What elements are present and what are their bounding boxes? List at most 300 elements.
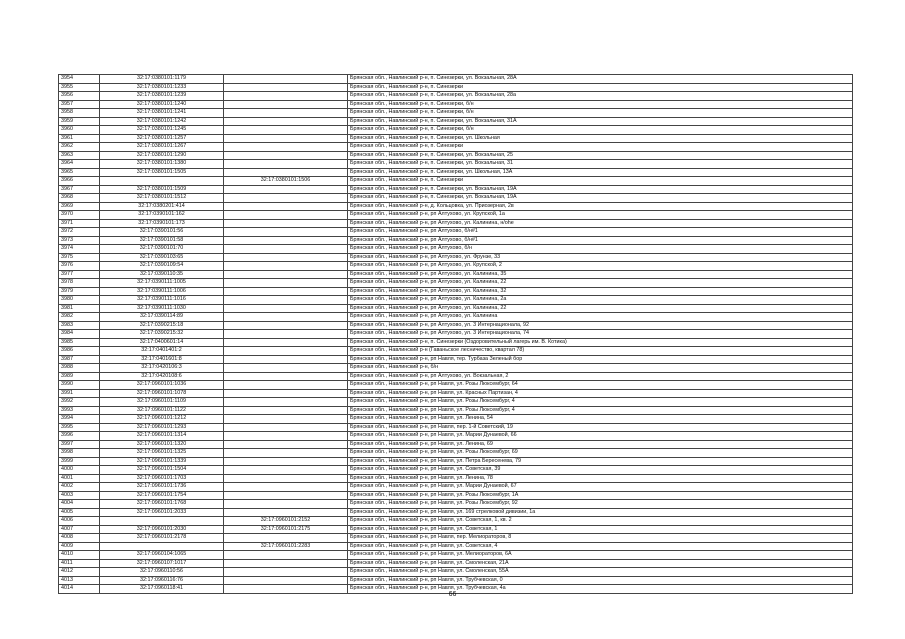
cadastral-number-cell: 32:17:0390111:1006: [100, 287, 224, 296]
address-cell: Брянская обл., Навлинский р-н, п. Синезерки, ул. Школьная: [348, 134, 853, 143]
related-cadastral-number-cell: [224, 126, 348, 135]
address-cell: Брянская обл., Навлинский р-н, рп Навля, ул. Розы Люксембург, 69: [348, 449, 853, 458]
row-number-cell: 3983: [59, 321, 100, 330]
row-number-cell: 3978: [59, 279, 100, 288]
related-cadastral-number-cell: [224, 364, 348, 373]
row-number-cell: 4007: [59, 525, 100, 534]
cadastral-number-cell: 32:17:0400601:14: [100, 338, 224, 347]
cadastral-number-cell: 32:17:0420108:6: [100, 372, 224, 381]
row-number-cell: 3989: [59, 372, 100, 381]
table-row: [59, 228, 853, 237]
table-row: [59, 143, 853, 152]
address-cell: Брянская обл., Навлинский р-н, рп Навля, пер. Мелиораторов, 8: [348, 534, 853, 543]
address-cell: Брянская обл., Навлинский р-н, рп Алтухово, ул. Вокзальная, 2: [348, 372, 853, 381]
row-number-cell: 4010: [59, 551, 100, 560]
address-cell: Брянская обл., Навлинский р-н, б/н: [348, 364, 853, 373]
row-number-cell: 3970: [59, 211, 100, 220]
related-cadastral-number-cell: [224, 236, 348, 245]
related-cadastral-number-cell: [224, 253, 348, 262]
address-cell: Брянская обл., Навлинский р-н, рп Навля, ул. Советская, 4: [348, 542, 853, 551]
related-cadastral-number-cell: [224, 228, 348, 237]
address-cell: Брянская обл., Навлинский р-н, рп Алтухово, ул. Калинина: [348, 313, 853, 322]
related-cadastral-number-cell: [224, 202, 348, 211]
cadastral-table: [58, 74, 853, 594]
table-row: [59, 347, 853, 356]
related-cadastral-number-cell: [224, 117, 348, 126]
row-number-cell: 3988: [59, 364, 100, 373]
cadastral-number-cell: 32:17:0390101:173: [100, 219, 224, 228]
row-number-cell: 3984: [59, 330, 100, 339]
address-cell: Брянская обл., Навлинский р-н, рп Алтухово, ул. Калинина, 35: [348, 270, 853, 279]
table-row: [59, 151, 853, 160]
related-cadastral-number-cell: [224, 483, 348, 492]
row-number-cell: 3960: [59, 126, 100, 135]
row-number-cell: 3976: [59, 262, 100, 271]
table-row: [59, 185, 853, 194]
table-row: [59, 194, 853, 203]
table-row: [59, 168, 853, 177]
table-row: [59, 568, 853, 577]
row-number-cell: 3968: [59, 194, 100, 203]
table-row: [59, 517, 853, 526]
related-cadastral-number-cell: [224, 245, 348, 254]
address-cell: Брянская обл., Навлинский р-н, рп Навля, ул. Ленина, 69: [348, 440, 853, 449]
table-row: [59, 321, 853, 330]
related-cadastral-number-cell: [224, 330, 348, 339]
cadastral-number-cell: 32:17:0960110:56: [100, 568, 224, 577]
address-cell: Брянская обл., Навлинский р-н, рп Навля, ул. Трубчевская, 0: [348, 576, 853, 585]
row-number-cell: 3975: [59, 253, 100, 262]
address-cell: Брянская обл., Навлинский р-н, рп Навля, ул. Петра Бересенева, 79: [348, 457, 853, 466]
table-row: [59, 117, 853, 126]
address-cell: Брянская обл., Навлинский р-н, рп Алтухово, ул. Калинина, 22: [348, 304, 853, 313]
related-cadastral-number-cell: 32:17:0960101:2152: [224, 517, 348, 526]
related-cadastral-number-cell: [224, 313, 348, 322]
row-number-cell: 3998: [59, 449, 100, 458]
address-cell: Брянская обл., Навлинский р-н, п. Синезерки, ул. Вокзальная, 19А: [348, 185, 853, 194]
cadastral-number-cell: 32:17:0380101:1179: [100, 75, 224, 84]
table-row: [59, 134, 853, 143]
address-cell: Брянская обл., Навлинский р-н, рп Навля, ул. Советская, 1: [348, 525, 853, 534]
cadastral-number-cell: 32:17:0380101:1245: [100, 126, 224, 135]
row-number-cell: 3986: [59, 347, 100, 356]
cadastral-number-cell: 32:17:0960101:1768: [100, 500, 224, 509]
related-cadastral-number-cell: [224, 389, 348, 398]
related-cadastral-number-cell: [224, 219, 348, 228]
row-number-cell: 3965: [59, 168, 100, 177]
row-number-cell: 3957: [59, 100, 100, 109]
related-cadastral-number-cell: [224, 134, 348, 143]
related-cadastral-number-cell: [224, 508, 348, 517]
address-cell: Брянская обл., Навлинский р-н, рп Навля, ул. Розы Люксембург, 64: [348, 381, 853, 390]
related-cadastral-number-cell: [224, 194, 348, 203]
related-cadastral-number-cell: [224, 287, 348, 296]
row-number-cell: 3981: [59, 304, 100, 313]
row-number-cell: 3971: [59, 219, 100, 228]
table-row: [59, 466, 853, 475]
row-number-cell: 3979: [59, 287, 100, 296]
row-number-cell: 3985: [59, 338, 100, 347]
related-cadastral-number-cell: [224, 559, 348, 568]
cadastral-number-cell: 32:17:0960101:1293: [100, 423, 224, 432]
related-cadastral-number-cell: [224, 415, 348, 424]
address-cell: Брянская обл., Навлинский р-н, рп Навля, ул. Смоленская, 55А: [348, 568, 853, 577]
table-row: [59, 109, 853, 118]
cadastral-number-cell: 32:17:0960101:1314: [100, 432, 224, 441]
table-row: [59, 270, 853, 279]
row-number-cell: 3954: [59, 75, 100, 84]
page-number: 66: [448, 591, 457, 598]
table-row: [59, 262, 853, 271]
address-cell: Брянская обл., Навлинский р-н, рп Алтухово, б/н#1: [348, 228, 853, 237]
address-cell: Брянская обл., Навлинский р-н, п. Синезерки: [348, 143, 853, 152]
address-cell: Брянская обл., Навлинский р-н, рп Навля, тер. Турбаза Зеленый бор: [348, 355, 853, 364]
row-number-cell: 4000: [59, 466, 100, 475]
address-cell: Брянская обл., Навлинский р-н, рп Алтухово, ул. Крупской, 1а: [348, 211, 853, 220]
table-row: [59, 313, 853, 322]
related-cadastral-number-cell: [224, 321, 348, 330]
table-row: [59, 525, 853, 534]
table-row: [59, 296, 853, 305]
row-number-cell: 3987: [59, 355, 100, 364]
related-cadastral-number-cell: [224, 143, 348, 152]
address-cell: Брянская обл., Навлинский р-н, рп Навля, ул. Мелиораторов, 6А: [348, 551, 853, 560]
row-number-cell: 3993: [59, 406, 100, 415]
address-cell: Брянская обл., Навлинский р-н, рп Навля, ул. Розы Люксембург, 4: [348, 398, 853, 407]
related-cadastral-number-cell: [224, 109, 348, 118]
address-cell: Брянская обл., Навлинский р-н, п. Синезерки, б/н: [348, 126, 853, 135]
related-cadastral-number-cell: [224, 185, 348, 194]
address-cell: Брянская обл., Навлинский р-н, п. Синезерки, ул. Вокзальная, 31: [348, 160, 853, 169]
table-row: [59, 474, 853, 483]
row-number-cell: 3999: [59, 457, 100, 466]
address-cell: Брянская обл., Навлинский р-н, п. Синезерки, ул. Вокзальная, 19А: [348, 194, 853, 203]
address-cell: Брянская обл., Навлинский р-н, п. Синезерки: [348, 83, 853, 92]
cadastral-number-cell: 32:17:0380101:1233: [100, 83, 224, 92]
related-cadastral-number-cell: 32:17:0960101:2175: [224, 525, 348, 534]
address-cell: Брянская обл., Навлинский р-н, д. Кольцовка, ул. Приозерная, 2в: [348, 202, 853, 211]
row-number-cell: 4004: [59, 500, 100, 509]
related-cadastral-number-cell: 32:17:0960101:2283: [224, 542, 348, 551]
table-row: [59, 398, 853, 407]
related-cadastral-number-cell: [224, 381, 348, 390]
row-number-cell: 4003: [59, 491, 100, 500]
cadastral-number-cell: 32:17:0960104:1065: [100, 551, 224, 560]
table-row: [59, 279, 853, 288]
table-row: [59, 100, 853, 109]
cadastral-number-cell: [100, 517, 224, 526]
related-cadastral-number-cell: [224, 534, 348, 543]
row-number-cell: 4011: [59, 559, 100, 568]
row-number-cell: 4013: [59, 576, 100, 585]
cadastral-number-cell: 32:17:0401401:2: [100, 347, 224, 356]
cadastral-number-cell: 32:17:0380101:1267: [100, 143, 224, 152]
row-number-cell: 4002: [59, 483, 100, 492]
related-cadastral-number-cell: [224, 304, 348, 313]
row-number-cell: 3964: [59, 160, 100, 169]
cadastral-number-cell: 32:17:0960101:1325: [100, 449, 224, 458]
address-cell: Брянская обл., Навлинский р-н, рп Навля, ул. Розы Люксембург, 92: [348, 500, 853, 509]
table-row: [59, 75, 853, 84]
row-number-cell: 3974: [59, 245, 100, 254]
table-row: [59, 126, 853, 135]
cadastral-number-cell: 32:17:0390101:58: [100, 236, 224, 245]
address-cell: Брянская обл., Навлинский р-н, рп Алтухово, б/н: [348, 245, 853, 254]
cadastral-number-cell: 32:17:0960101:1122: [100, 406, 224, 415]
table-row: [59, 364, 853, 373]
address-cell: Брянская обл., Навлинский р-н, рп Алтухово, ул. 3 Интернационала, 74: [348, 330, 853, 339]
related-cadastral-number-cell: [224, 491, 348, 500]
row-number-cell: 3958: [59, 109, 100, 118]
cadastral-number-cell: 32:17:0390101:162: [100, 211, 224, 220]
cadastral-number-cell: [100, 177, 224, 186]
address-cell: Брянская обл., Навлинский р-н, рп Навля, ул. Смоленская, 21А: [348, 559, 853, 568]
cadastral-number-cell: 32:17:0380101:1509: [100, 185, 224, 194]
row-number-cell: 3996: [59, 432, 100, 441]
cadastral-number-cell: 32:17:0380101:1242: [100, 117, 224, 126]
related-cadastral-number-cell: [224, 355, 348, 364]
related-cadastral-number-cell: [224, 466, 348, 475]
table-row: [59, 211, 853, 220]
row-number-cell: 4009: [59, 542, 100, 551]
table-row: [59, 559, 853, 568]
cadastral-number-cell: 32:17:0380101:1257: [100, 134, 224, 143]
cadastral-number-cell: 32:17:0380101:1240: [100, 100, 224, 109]
related-cadastral-number-cell: [224, 551, 348, 560]
row-number-cell: 4006: [59, 517, 100, 526]
related-cadastral-number-cell: [224, 568, 348, 577]
address-cell: Брянская обл., Навлинский р-н, п. Синезерки, ул. Школьная, 13А: [348, 168, 853, 177]
address-cell: Брянская обл., Навлинский р-н, рп Навля, ул. Трубчевская, 4а: [348, 585, 853, 594]
table-row: [59, 160, 853, 169]
related-cadastral-number-cell: [224, 262, 348, 271]
cadastral-number-cell: 32:17:0401601:8: [100, 355, 224, 364]
cadastral-number-cell: 32:17:0380101:1239: [100, 92, 224, 101]
cadastral-number-cell: 32:17:0390101:70: [100, 245, 224, 254]
related-cadastral-number-cell: [224, 100, 348, 109]
table-row: [59, 245, 853, 254]
table-row: [59, 330, 853, 339]
address-cell: Брянская обл., Навлинский р-н, рп Навля, ул. Марии Дунаевой, 67: [348, 483, 853, 492]
row-number-cell: 3982: [59, 313, 100, 322]
row-number-cell: 3994: [59, 415, 100, 424]
address-cell: Брянская обл., Навлинский р-н, рп Алтухово, ул. 3 Интернационала, 92: [348, 321, 853, 330]
cadastral-number-cell: 32:17:0960107:1017: [100, 559, 224, 568]
row-number-cell: 3990: [59, 381, 100, 390]
related-cadastral-number-cell: [224, 398, 348, 407]
related-cadastral-number-cell: [224, 160, 348, 169]
table-row: [59, 534, 853, 543]
related-cadastral-number-cell: [224, 347, 348, 356]
cadastral-number-cell: 32:17:0390111:1016: [100, 296, 224, 305]
address-cell: Брянская обл., Навлинский р-н, п. Синезерки, ул. Вокзальная, 28а: [348, 92, 853, 101]
table-row: [59, 423, 853, 432]
table-row: [59, 491, 853, 500]
cadastral-number-cell: 32:17:0390111:1030: [100, 304, 224, 313]
related-cadastral-number-cell: [224, 449, 348, 458]
row-number-cell: 3997: [59, 440, 100, 449]
cadastral-number-cell: 32:17:0390101:56: [100, 228, 224, 237]
related-cadastral-number-cell: [224, 432, 348, 441]
row-number-cell: 3991: [59, 389, 100, 398]
row-number-cell: 3995: [59, 423, 100, 432]
address-cell: Брянская обл., Навлинский р-н, п. Синезерки, б/н: [348, 109, 853, 118]
cadastral-number-cell: 32:17:0390114:89: [100, 313, 224, 322]
address-cell: Брянская обл., Навлинский р-н, рп Навля, пер. 1-й Советский, 19: [348, 423, 853, 432]
address-cell: Брянская обл., Навлинский р-н, п. Синезерки: [348, 177, 853, 186]
table-row: [59, 576, 853, 585]
table-row: [59, 177, 853, 186]
row-number-cell: 3973: [59, 236, 100, 245]
row-number-cell: 3956: [59, 92, 100, 101]
row-number-cell: 4008: [59, 534, 100, 543]
related-cadastral-number-cell: [224, 168, 348, 177]
cadastral-number-cell: 32:17:0960101:1320: [100, 440, 224, 449]
cadastral-number-cell: 32:17:0390109:54: [100, 262, 224, 271]
cadastral-number-cell: 32:17:0960101:1036: [100, 381, 224, 390]
row-number-cell: 4012: [59, 568, 100, 577]
row-number-cell: 4001: [59, 474, 100, 483]
table-row: [59, 508, 853, 517]
table-row: [59, 449, 853, 458]
table-row: [59, 304, 853, 313]
cadastral-number-cell: 32:17:0960101:2178: [100, 534, 224, 543]
table-row: [59, 457, 853, 466]
related-cadastral-number-cell: [224, 576, 348, 585]
related-cadastral-number-cell: [224, 270, 348, 279]
related-cadastral-number-cell: [224, 500, 348, 509]
cadastral-number-cell: [100, 542, 224, 551]
table-row: [59, 202, 853, 211]
related-cadastral-number-cell: [224, 279, 348, 288]
row-number-cell: 3963: [59, 151, 100, 160]
address-cell: Брянская обл., Навлинский р-н, рп Навля, ул. Ленина, 54: [348, 415, 853, 424]
cadastral-number-cell: 32:17:0960101:1339: [100, 457, 224, 466]
table-row: [59, 372, 853, 381]
table-row: [59, 355, 853, 364]
row-number-cell: 3959: [59, 117, 100, 126]
cadastral-number-cell: 32:17:0960101:1703: [100, 474, 224, 483]
related-cadastral-number-cell: [224, 296, 348, 305]
table-row: [59, 253, 853, 262]
table-row: [59, 92, 853, 101]
cadastral-number-cell: 32:17:0960116:76: [100, 576, 224, 585]
cadastral-number-cell: 32:17:0960118:41: [100, 585, 224, 594]
row-number-cell: 3972: [59, 228, 100, 237]
cadastral-number-cell: 32:17:0380101:1290: [100, 151, 224, 160]
cadastral-number-cell: 32:17:0390103:65: [100, 253, 224, 262]
address-cell: Брянская обл., Навлинский р-н, рп Навля, ул. Советская, 39: [348, 466, 853, 475]
row-number-cell: 3992: [59, 398, 100, 407]
row-number-cell: 3955: [59, 83, 100, 92]
address-cell: Брянская обл., Навлинский р-н, рп Алтухово, ул. Калинина, 32: [348, 287, 853, 296]
cadastral-number-cell: 32:17:0390215:18: [100, 321, 224, 330]
cadastral-number-cell: 32:17:0960101:1754: [100, 491, 224, 500]
address-cell: Брянская обл., Навлинский р-н, рп Навля, ул. Советская, 1, кв. 2: [348, 517, 853, 526]
cadastral-number-cell: 32:17:0380101:1512: [100, 194, 224, 203]
address-cell: Брянская обл., Навлинский р-н, п. Синезерки, ул. Вокзальная, 28А: [348, 75, 853, 84]
table-row: [59, 440, 853, 449]
cadastral-number-cell: 32:17:0960101:1212: [100, 415, 224, 424]
cadastral-number-cell: 32:17:0380101:1380: [100, 160, 224, 169]
table-row: [59, 389, 853, 398]
related-cadastral-number-cell: [224, 372, 348, 381]
related-cadastral-number-cell: [224, 338, 348, 347]
row-number-cell: 3961: [59, 134, 100, 143]
address-cell: Брянская обл., Навлинский р-н, рп Алтухово, б/н#1: [348, 236, 853, 245]
table-row: [59, 500, 853, 509]
cadastral-number-cell: 32:17:0960101:1109: [100, 398, 224, 407]
related-cadastral-number-cell: [224, 211, 348, 220]
cadastral-number-cell: 32:17:0960101:1504: [100, 466, 224, 475]
table-row: [59, 432, 853, 441]
row-number-cell: 3962: [59, 143, 100, 152]
cadastral-number-cell: 32:17:0960101:1736: [100, 483, 224, 492]
related-cadastral-number-cell: [224, 423, 348, 432]
related-cadastral-number-cell: [224, 474, 348, 483]
address-cell: Брянская обл., Навлинский р-н (Гаваньское лесничество, квартал 78): [348, 347, 853, 356]
table-row: [59, 219, 853, 228]
row-number-cell: 3967: [59, 185, 100, 194]
address-cell: Брянская обл., Навлинский р-н, рп Алтухово, ул. Крупской, 2: [348, 262, 853, 271]
table-row: [59, 542, 853, 551]
address-cell: Брянская обл., Навлинский р-н, рп Алтухово, ул. Калинина, 22: [348, 279, 853, 288]
table-row: [59, 415, 853, 424]
table-row: [59, 338, 853, 347]
cadastral-number-cell: 32:17:0960101:2033: [100, 508, 224, 517]
row-number-cell: 3980: [59, 296, 100, 305]
related-cadastral-number-cell: [224, 457, 348, 466]
row-number-cell: 3966: [59, 177, 100, 186]
table-body: [59, 75, 853, 594]
cadastral-number-cell: 32:17:0390110:35: [100, 270, 224, 279]
cadastral-number-cell: 32:17:0380101:1505: [100, 168, 224, 177]
table-row: [59, 381, 853, 390]
cadastral-number-cell: 32:17:0420106:3: [100, 364, 224, 373]
address-cell: Брянская обл., Навлинский р-н, рп Навля, ул. 169 стрелковой дивизии, 1а: [348, 508, 853, 517]
related-cadastral-number-cell: [224, 151, 348, 160]
related-cadastral-number-cell: [224, 75, 348, 84]
table-row: [59, 83, 853, 92]
cadastral-number-cell: 32:17:0960101:1078: [100, 389, 224, 398]
address-cell: Брянская обл., Навлинский р-н, рп Навля, ул. Красных Партизан, 4: [348, 389, 853, 398]
address-cell: Брянская обл., Навлинский р-н, п. Синезерки, ул. Вокзальная, 31А: [348, 117, 853, 126]
address-cell: Брянская обл., Навлинский р-н, п. Синезерки (Оздоровительный лагерь им. В. Котика): [348, 338, 853, 347]
related-cadastral-number-cell: [224, 406, 348, 415]
table-row: [59, 287, 853, 296]
address-cell: Брянская обл., Навлинский р-н, рп Алтухово, ул. Калинина, н/оhe: [348, 219, 853, 228]
row-number-cell: 3969: [59, 202, 100, 211]
related-cadastral-number-cell: [224, 83, 348, 92]
related-cadastral-number-cell: 32:17:0380101:1506: [224, 177, 348, 186]
related-cadastral-number-cell: [224, 440, 348, 449]
cadastral-number-cell: 32:17:0380101:1241: [100, 109, 224, 118]
address-cell: Брянская обл., Навлинский р-н, п. Синезерки, ул. Вокзальная, 25: [348, 151, 853, 160]
address-cell: Брянская обл., Навлинский р-н, п. Синезерки, б/н: [348, 100, 853, 109]
table-row: [59, 236, 853, 245]
table-row: [59, 551, 853, 560]
table-row: [59, 483, 853, 492]
address-cell: Брянская обл., Навлинский р-н, рп Навля, ул. Марии Дунаевой, 66: [348, 432, 853, 441]
cadastral-number-cell: 32:17:0380201:414: [100, 202, 224, 211]
row-number-cell: 4005: [59, 508, 100, 517]
cadastral-number-cell: 32:17:0390111:1005: [100, 279, 224, 288]
related-cadastral-number-cell: [224, 92, 348, 101]
address-cell: Брянская обл., Навлинский р-н, рп Навля, ул. Розы Люксембург, 1А: [348, 491, 853, 500]
address-cell: Брянская обл., Навлинский р-н, рп Алтухово, ул. Фрунзе, 33: [348, 253, 853, 262]
row-number-cell: 3977: [59, 270, 100, 279]
cadastral-number-cell: 32:17:0390215:32: [100, 330, 224, 339]
